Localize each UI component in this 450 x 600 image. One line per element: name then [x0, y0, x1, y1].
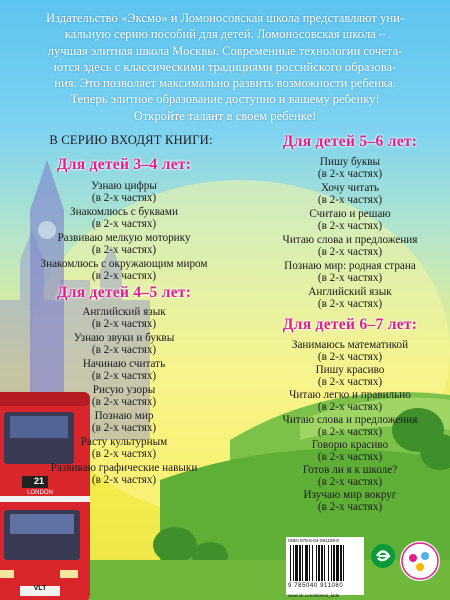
age-heading-5-6: Для детей 5–6 лет:	[282, 133, 418, 150]
isbn-text: ISBN 978-5-04-091108-0	[288, 538, 339, 543]
book-title: Читаю слова и предложения	[282, 414, 418, 426]
book-title: Считаю и решаю	[309, 208, 391, 220]
bus-plate: VLT	[33, 585, 47, 592]
book-item	[24, 410, 224, 434]
book-item	[250, 182, 450, 206]
book-item	[24, 258, 224, 282]
book-parts: (в 2-х частях)	[91, 244, 157, 257]
book-parts: (в 2-х частях)	[317, 298, 383, 311]
book-parts: (в 2-х частях)	[317, 168, 383, 181]
book-title: Познаю мир: родная страна	[284, 260, 416, 272]
book-title: Знакомлюсь с окружающим миром	[40, 258, 208, 270]
book-title: Читаю слова и предложения	[282, 234, 418, 246]
book-item	[24, 436, 224, 460]
barcode-number: 9 785040 911080	[288, 583, 344, 589]
book-title: Изучаю мир вокруг	[303, 489, 397, 501]
book-parts: (в 2-х частях)	[317, 220, 383, 233]
intro-line: Издательство «Эксмо» и Ломоносовская школа представляют уни-	[45, 11, 405, 25]
book-parts: (в 2-х частях)	[317, 376, 383, 389]
barcode-bar	[324, 545, 325, 581]
barcode-bar	[290, 545, 291, 581]
book-title: Узнаю звуки и буквы	[73, 332, 175, 344]
book-item	[24, 232, 224, 256]
book-parts: (в 2-х частях)	[91, 396, 157, 409]
book-parts: (в 2-х частях)	[91, 218, 157, 231]
book-item	[250, 339, 450, 363]
intro-line: Откройте талант в своем ребенке!	[133, 108, 317, 123]
book-title: Занимаюсь математикой	[291, 339, 409, 351]
book-parts: (в 2-х частях)	[317, 426, 383, 439]
book-item	[250, 156, 450, 180]
book-title: Пишу буквы	[319, 156, 381, 168]
book-item	[250, 439, 450, 463]
book-parts: (в 2-х частях)	[317, 501, 383, 514]
intro-text	[14, 10, 436, 124]
barcode	[286, 537, 364, 595]
book-item	[250, 234, 450, 258]
book-parts: (в 2-х частях)	[91, 448, 157, 461]
book-title: Узнаю цифры	[91, 180, 157, 192]
book-item	[250, 364, 450, 388]
book-title: Познаю мир	[94, 410, 154, 422]
book-title: Готов ли я к школе?	[302, 464, 398, 476]
book-parts: (в 2-х частях)	[91, 474, 157, 487]
series-title: В СЕРИЮ ВХОДЯТ КНИГИ:	[49, 133, 213, 147]
barcode-bar	[305, 545, 308, 581]
book-item	[24, 384, 224, 408]
book-item	[250, 389, 450, 413]
book-parts: (в 2-х частях)	[317, 194, 383, 207]
book-item	[250, 260, 450, 284]
book-item	[24, 332, 224, 356]
school-logo	[399, 540, 441, 582]
barcode-bar	[328, 545, 329, 581]
book-item	[250, 464, 450, 488]
book-item	[24, 358, 224, 382]
book-parts: (в 2-х частях)	[91, 344, 157, 357]
book-parts: (в 2-х частях)	[317, 351, 383, 364]
book-item	[250, 414, 450, 438]
barcode-bar	[293, 545, 294, 581]
book-title: Развиваю мелкую моторику	[57, 232, 191, 244]
bus-route-number: 21	[33, 476, 44, 486]
book-title: Расту культурным	[80, 436, 168, 448]
intro-line: ния. Это позволяет максимально развить возможности ребенка.	[54, 76, 396, 91]
barcode-bar	[331, 545, 332, 581]
book-title: Говорю красиво	[311, 439, 389, 451]
book-title: Пишу красиво	[315, 364, 385, 376]
age-heading-4-5: Для детей 4–5 лет:	[56, 284, 192, 301]
barcode-bar	[312, 545, 313, 581]
barcode-bar	[343, 545, 344, 581]
book-title: Английский язык	[308, 286, 392, 298]
book-item	[24, 306, 224, 330]
barcode-bar	[333, 545, 335, 581]
book-parts: (в 2-х частях)	[317, 401, 383, 414]
book-title: Начинаю считать	[82, 358, 166, 370]
book-item	[250, 286, 450, 310]
barcode-bar	[295, 545, 298, 581]
intro-line: кальную серию пособий для детей. Ломоносовская школа –	[64, 27, 386, 42]
barcode-bar	[299, 545, 301, 581]
barcode-bar	[340, 545, 342, 581]
book-title: Английский язык	[82, 306, 166, 318]
barcode-bar	[336, 545, 339, 581]
intro-line: лучшая элитная школа Москвы. Современные технологии сочета-	[47, 43, 403, 58]
book-item	[24, 180, 224, 204]
book-parts: (в 2-х частях)	[317, 246, 383, 259]
book-parts: (в 2-х частях)	[91, 318, 157, 331]
intro-line: ются здесь с классическими традициями российского образова-	[53, 59, 397, 74]
book-title: Рисую узоры	[92, 384, 156, 396]
eksmo-logo	[370, 543, 396, 569]
barcode-bar	[318, 545, 320, 581]
book-title: Развиваю графические навыки	[50, 462, 198, 474]
book-parts: (в 2-х частях)	[91, 370, 157, 383]
book-parts: (в 2-х частях)	[317, 476, 383, 489]
book-item	[250, 208, 450, 232]
book-parts: (в 2-х частях)	[91, 270, 157, 283]
book-parts: (в 2-х частях)	[317, 451, 383, 464]
barcode-lines	[286, 545, 364, 585]
intro-line: Теперь элитное образование доступно и вашему ребенку!	[70, 92, 380, 107]
barcode-bar	[302, 545, 303, 581]
book-parts: (в 2-х частях)	[91, 192, 157, 205]
footer-url: www.vk.com/eksmo_kids	[288, 593, 340, 598]
age-heading-6-7: Для детей 6–7 лет:	[282, 316, 418, 333]
book-item	[24, 206, 224, 230]
book-parts: (в 2-х частях)	[91, 422, 157, 435]
book-parts: (в 2-х частях)	[317, 272, 383, 285]
book-title: Знакомлюсь с буквами	[70, 206, 178, 218]
book-title: Читаю легко и правильно	[289, 389, 411, 401]
barcode-bar	[309, 545, 310, 581]
barcode-bar	[321, 545, 323, 581]
age-heading-3-4: Для детей 3–4 лет:	[56, 156, 192, 173]
barcode-bar	[316, 545, 317, 581]
book-item	[24, 462, 224, 486]
bus-destination: LONDON	[27, 490, 53, 496]
book-item	[250, 489, 450, 513]
book-title: Хочу читать	[320, 182, 379, 194]
